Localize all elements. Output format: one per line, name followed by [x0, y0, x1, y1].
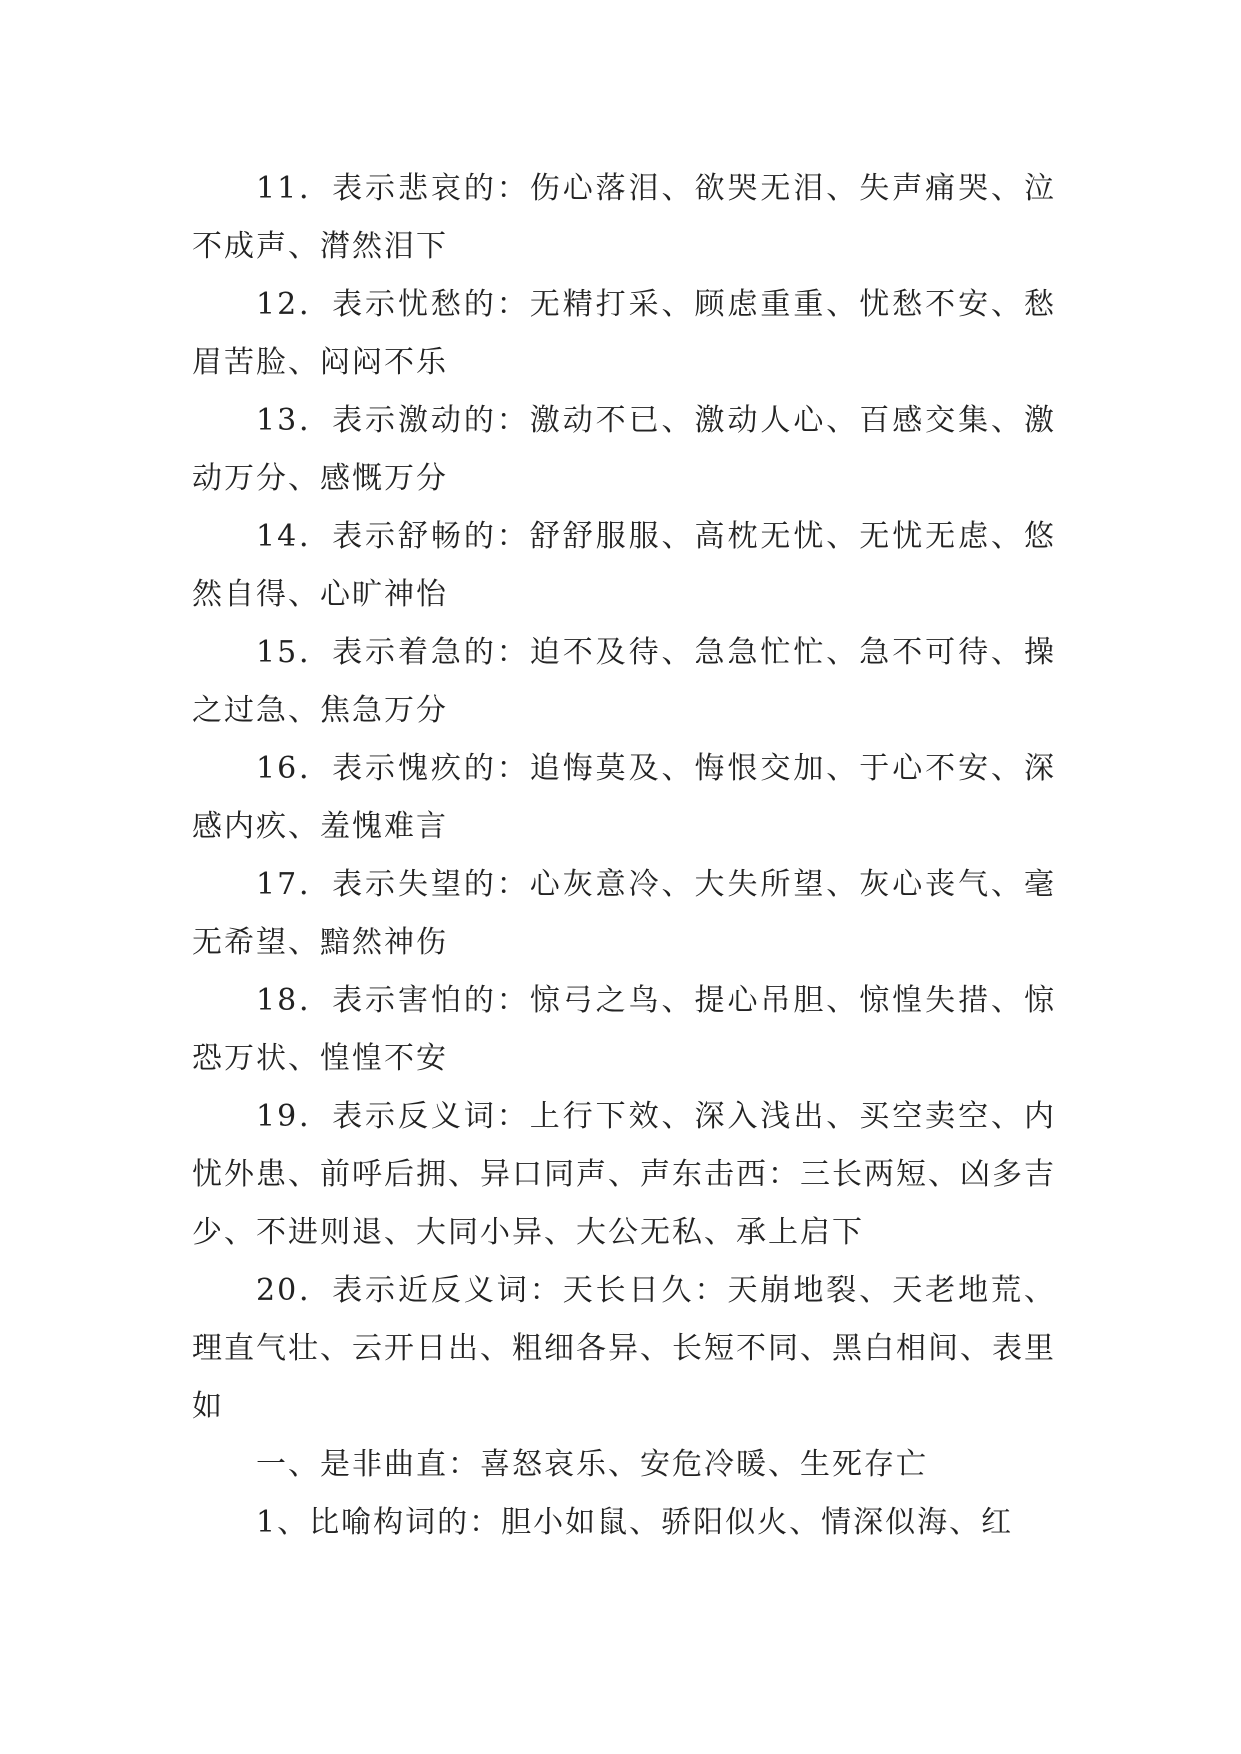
paragraph-17: 17．表示失望的：心灰意冷、大失所望、灰心丧气、毫无希望、黯然神伤 [192, 867, 1056, 960]
paragraph-13: 13．表示激动的：激动不已、激动人心、百感交集、激动万分、感慨万分 [192, 403, 1056, 496]
paragraph-14: 14．表示舒畅的：舒舒服服、高枕无忧、无忧无虑、悠然自得、心旷神怡 [192, 519, 1056, 612]
paragraph-19: 19．表示反义词：上行下效、深入浅出、买空卖空、内忧外患、前呼后拥、异口同声、声东击西：三长两短、凶多吉少、不进则退、大同小异、大公无私、承上启下 [192, 1099, 1056, 1250]
document-body [192, 160, 1056, 1552]
paragraph-12: 12．表示忧愁的：无精打采、顾虑重重、忧愁不安、愁眉苦脸、闷闷不乐 [192, 287, 1056, 380]
paragraph-section-one: 一、是非曲直：喜怒哀乐、安危冷暖、生死存亡 [256, 1447, 928, 1482]
paragraph-16: 16．表示愧疚的：追悔莫及、悔恨交加、于心不安、深感内疚、羞愧难言 [192, 751, 1056, 844]
paragraph-15: 15．表示着急的：迫不及待、急急忙忙、急不可待、操之过急、焦急万分 [192, 635, 1056, 728]
paragraph-11: 11．表示悲哀的：伤心落泪、欲哭无泪、失声痛哭、泣不成声、潸然泪下 [192, 171, 1056, 264]
paragraph-18: 18．表示害怕的：惊弓之鸟、提心吊胆、惊惶失措、惊恐万状、惶惶不安 [192, 983, 1056, 1076]
paragraph-item-1: 1、比喻构词的：胆小如鼠、骄阳似火、情深似海、红 [256, 1505, 1014, 1540]
paragraph-20: 20．表示近反义词：天长日久：天崩地裂、天老地荒、理直气壮、云开日出、粗细各异、长短不同、黑白相间、表里如 [192, 1273, 1056, 1424]
